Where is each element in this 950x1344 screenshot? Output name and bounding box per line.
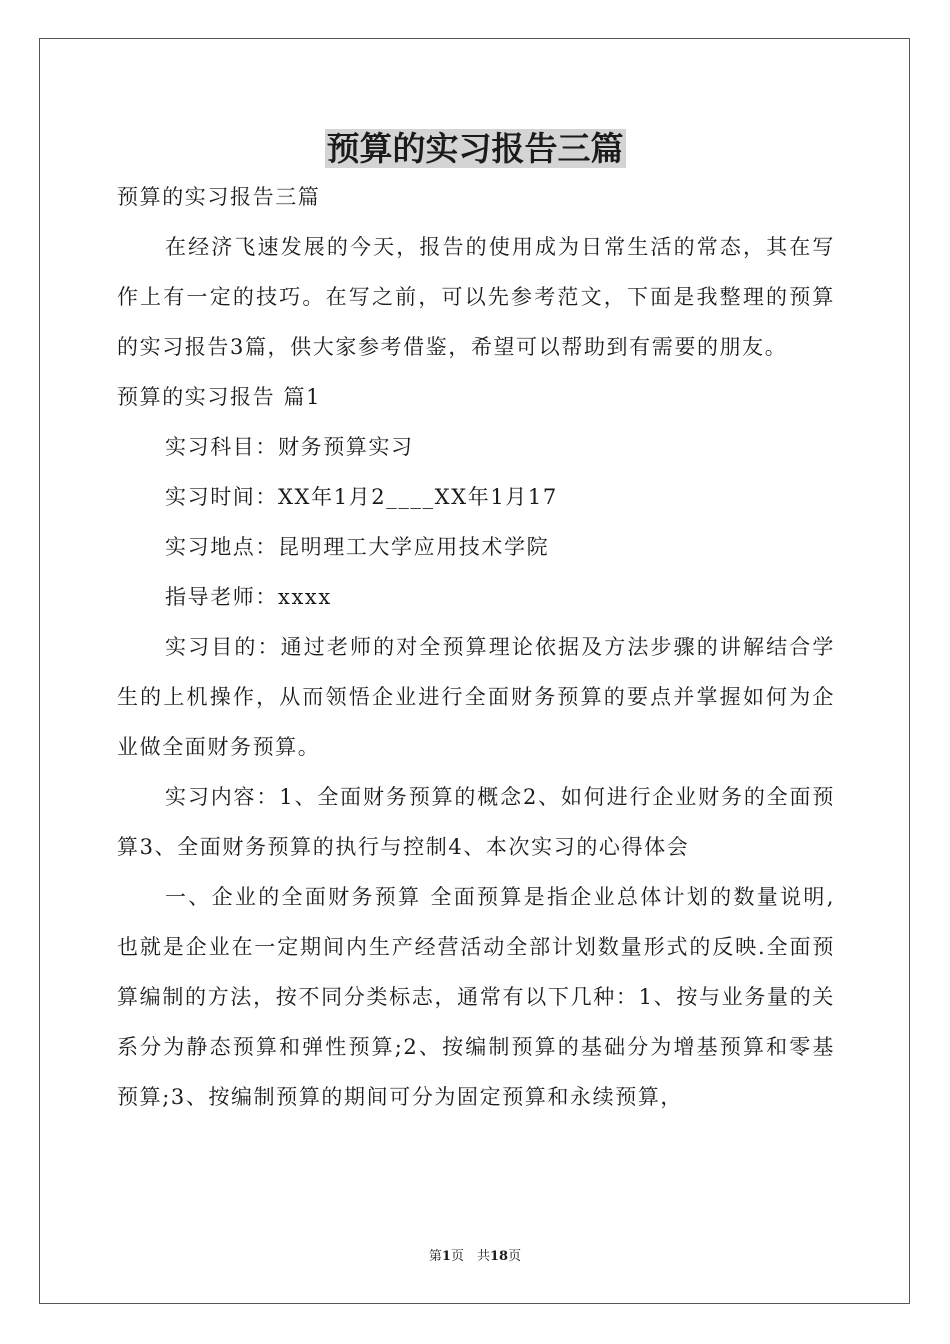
document-title bbox=[0, 124, 950, 174]
footer-mid: 页 共 bbox=[450, 1249, 490, 1264]
paragraph-intro: 在经济飞速发展的今天，报告的使用成为日常生活的常态，其在写作上有一定的技巧。在写之前，可以先参考范文，下面是我整理的预算的实习报告3篇，供大家参考借鉴，希望可以帮助到有需要的朋友。 bbox=[117, 235, 835, 359]
footer-current-page: 1 bbox=[441, 1249, 451, 1264]
footer-suffix: 页 bbox=[508, 1249, 522, 1264]
paragraph-location: 实习地点：昆明理工大学应用技术学院 bbox=[165, 535, 550, 559]
paragraph-subtitle: 预算的实习报告三篇 bbox=[117, 185, 321, 209]
document-title-text: 预算的实习报告三篇 bbox=[326, 129, 624, 168]
footer-prefix: 第 bbox=[428, 1249, 442, 1264]
document-body bbox=[117, 172, 835, 1122]
footer-total-pages: 18 bbox=[489, 1249, 509, 1264]
section-heading-part-1: 预算的实习报告 篇1 bbox=[117, 385, 322, 409]
paragraph-time: 实习时间：XX年1月2____XX年1月17 bbox=[165, 485, 558, 509]
paragraph-content: 实习内容：1、全面财务预算的概念2、如何进行企业财务的全面预算3、全面财务预算的执行与控制4、本次实习的心得体会 bbox=[117, 785, 835, 859]
page-footer bbox=[0, 1247, 950, 1267]
paragraph-subject: 实习科目：财务预算实习 bbox=[165, 435, 414, 459]
paragraph-purpose: 实习目的：通过老师的对全预算理论依据及方法步骤的讲解结合学生的上机操作，从而领悟企业进行全面财务预算的要点并掌握如何为企业做全面财务预算。 bbox=[117, 635, 835, 759]
paragraph-teacher: 指导老师：xxxx bbox=[165, 585, 332, 609]
paragraph-section-one: 一、企业的全面财务预算 全面预算是指企业总体计划的数量说明,也就是企业在一定期间内生产经营活动全部计划数量形式的反映.全面预算编制的方法，按不同分类标志，通常有以下几种：1、按与业务量的关系分为静态预算和弹性预算;2、按编制预算的基础分为增基预算和零基预算;3、按编制预算的期间可分为固定预算和永续预算， bbox=[117, 885, 835, 1109]
